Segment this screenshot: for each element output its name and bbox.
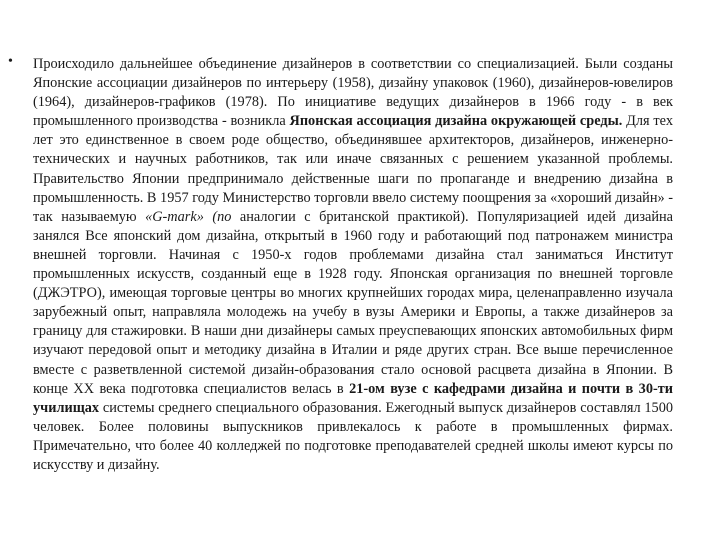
text-run-italic: «G-mark» (по <box>145 208 232 225</box>
text-run: системы среднего специального образования. Ежегодный выпуск дизайнеров составлял 1500 человек. Более половины выпускников привлекалось к работе в промышленных фирмах. Примечательно, что более 40 колледжей по подготовке преподавателей средней школы имеют курсы по искусству и дизайну. <box>33 399 673 473</box>
body-paragraph <box>33 55 673 475</box>
text-run: Для тех лет это единственное в своем роде общество, объединявшее архитекторов, дизайнеров, инженерно-технических и научных работников, так или иначе связанных с решением указанной проблемы. Правительство Японии предпринимало действенные шаги по пропаганде и внедрению дизайна в промышленность. В 1957 году Министерство торговли ввело систему поощрения за «хороший дизайн» - так называемую <box>33 113 673 225</box>
text-run-bold: 21-ом вузе с кафедрами дизайна и почти в 30-ти училищах <box>33 380 674 416</box>
text-run: аналогии с британской практикой). Популяризацией идей дизайна занялся Все японский дом дизайна, открытый в 1960 году и работающий под патронажем министра внешней торговли. Начиная с 1950-х годов проблемами дизайна стал заниматься Институт промышленных искусств, созданный еще в 1928 году. Японская организация по внешней торговле (ДЖЭТРО), имеющая торговые центры во многих крупнейших городах мира, целенаправленно изучала зарубежный опыт, направляла молодежь на учебу в вузы Америки и Европы, а также дизайнеров за границу для стажировки. В наши дни дизайнеры самых преуспевающих японских автомобильных фирм изучают передовой опыт и методику дизайна в Италии и ряде других стран. Все выше перечисленное вместе с разветвленной системой дизайн-образования стало основой расцвета дизайна в Японии. В конце XX века подготовка специалистов велась в <box>33 208 673 397</box>
text-run: Происходило дальнейшее объединение дизайнеров в соответствии со специализацией. Были созданы Японские ассоциации дизайнеров по интерьеру (1958), дизайну упаковок (1960), дизайнеров-ювелиров (1964), дизайнеров-графиков (1978). По инициативе ведущих дизайнеров в 1966 году - в век промышленного производства - возникла <box>33 56 673 130</box>
text-run-bold: Японская ассоциация дизайна окружающей среды. <box>289 113 623 130</box>
bullet-marker: • <box>8 54 13 69</box>
